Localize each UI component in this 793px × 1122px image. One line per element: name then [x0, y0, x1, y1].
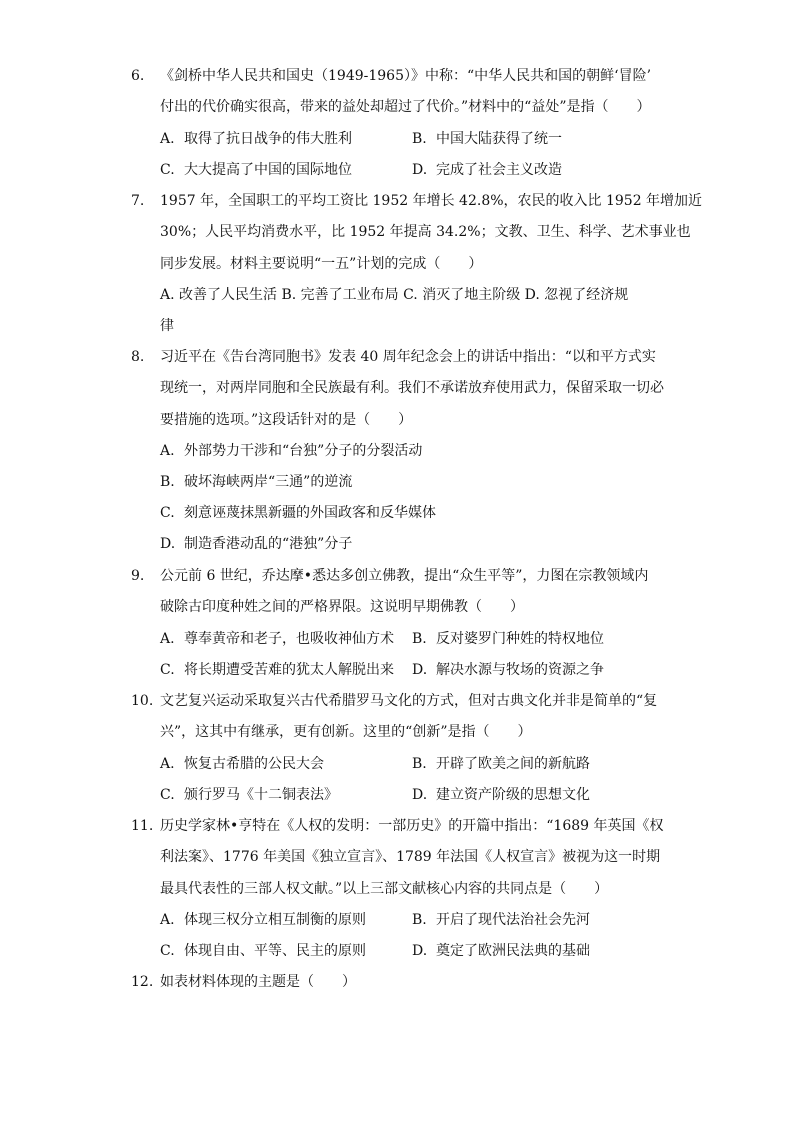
question-stem-line: 《剑桥中华人民共和国史（1949-1965）》中称：“中华人民共和国的朝鲜‘冒险’	[160, 68, 652, 84]
option-label: B.	[412, 756, 427, 772]
question-stem-line: 要措施的选项。”这段话针对的是（ ）	[160, 412, 413, 428]
option-label: C.	[160, 505, 175, 521]
question-number: 8.	[131, 349, 145, 365]
option-label: C.	[160, 162, 175, 178]
option-text: 大大提高了中国的国际地位	[184, 162, 352, 178]
question-stem-line: 1957 年，全国职工的平均工资比 1952 年增长 42.8%，农民的收入比 1952 年增加近	[160, 193, 703, 209]
option-c[interactable]	[160, 785, 338, 805]
option-text: 开启了现代法治社会先河	[436, 912, 590, 928]
option-a[interactable]	[160, 441, 422, 461]
option-text: 破坏海峡两岸“三通”的逆流	[184, 474, 353, 490]
option-label: A.	[160, 756, 175, 772]
option-d[interactable]	[412, 160, 562, 180]
option-label: C.	[160, 943, 175, 959]
question-stem-line: 历史学家林•亨特在《人权的发明：一部历史》的开篇中指出：“1689 年英国《权	[160, 818, 664, 834]
option-b[interactable]	[160, 472, 352, 492]
option-text: 奠定了欧洲民法典的基础	[436, 943, 590, 959]
option-text: 将长期遭受苦难的犹太人解脱出来	[184, 662, 394, 678]
option-text: 完成了社会主义改造	[436, 162, 562, 178]
option-d[interactable]	[160, 534, 352, 554]
option-text: 中国大陆获得了统一	[436, 131, 562, 147]
option-a[interactable]	[160, 629, 394, 649]
option-text: 解决水源与牧场的资源之争	[436, 662, 604, 678]
option-d[interactable]	[412, 785, 590, 805]
question-stem-line: 公元前 6 世纪，乔达摩•悉达多创立佛教，提出“众生平等”，力图在宗教领域内	[160, 568, 649, 584]
option-label: C.	[160, 662, 175, 678]
option-label: B.	[412, 131, 427, 147]
question-stem-line: 同步发展。材料主要说明“一五”计划的完成（ ）	[160, 256, 483, 272]
option-text: 恢复古希腊的公民大会	[184, 756, 324, 772]
option-text: 颁行罗马《十二铜表法》	[184, 787, 338, 803]
question-stem-line: 如表材料体现的主题是（ ）	[160, 974, 356, 990]
question-stem-line: 现统一，对两岸同胞和全民族最有利。我们不承诺放弃使用武力，保留采取一切必	[160, 380, 664, 396]
option-text: 开辟了欧美之间的新航路	[436, 756, 590, 772]
option-label: D.	[412, 787, 428, 803]
option-label: D.	[412, 943, 428, 959]
option-d[interactable]	[412, 660, 604, 680]
option-label: D.	[412, 662, 428, 678]
options-inline-wrap: 律	[160, 318, 174, 334]
option-b[interactable]	[412, 629, 604, 649]
option-text: 反对婆罗门种姓的特权地位	[436, 631, 604, 647]
option-a[interactable]	[160, 754, 324, 774]
question-stem-line: 最具代表性的三部人权文献。”以上三部文献核心内容的共同点是（ ）	[160, 881, 609, 897]
option-c[interactable]	[160, 660, 394, 680]
option-label: B.	[412, 631, 427, 647]
option-text: 体现自由、平等、民主的原则	[184, 943, 366, 959]
question-number: 6.	[131, 68, 145, 84]
option-b[interactable]	[412, 910, 590, 930]
option-text: 体现三权分立相互制衡的原则	[184, 912, 366, 928]
question-stem-line: 文艺复兴运动采取复兴古代希腊罗马文化的方式，但对古典文化并非是简单的“复	[160, 693, 658, 709]
question-stem-line: 破除古印度种姓之间的严格界限。这说明早期佛教（ ）	[160, 599, 524, 615]
option-b[interactable]	[412, 129, 562, 149]
option-a[interactable]	[160, 129, 352, 149]
option-label: B.	[160, 474, 175, 490]
option-label: A.	[160, 912, 175, 928]
option-text: 外部势力干涉和“台独”分子的分裂活动	[184, 443, 423, 459]
question-stem-line: 兴”，这其中有继承，更有创新。这里的“创新”是指（ ）	[160, 724, 532, 740]
question-stem-line: 付出的代价确实很高，带来的益处却超过了代价。”材料中的“益处”是指（ ）	[160, 99, 651, 115]
option-label: D.	[160, 536, 176, 552]
question-number: 10.	[131, 693, 154, 709]
option-label: A.	[160, 443, 175, 459]
option-d[interactable]	[412, 941, 590, 961]
option-c[interactable]	[160, 941, 366, 961]
question-number: 12.	[131, 974, 154, 990]
option-label: A.	[160, 631, 175, 647]
option-label: C.	[160, 787, 175, 803]
option-text: 建立资产阶级的思想文化	[436, 787, 590, 803]
option-label: A.	[160, 131, 175, 147]
question-number: 9.	[131, 568, 145, 584]
option-text: 取得了抗日战争的伟大胜利	[184, 131, 352, 147]
option-text: 刻意诬蔑抹黑新疆的外国政客和反华媒体	[184, 505, 436, 521]
option-text: 尊奉黄帝和老子，也吸收神仙方术	[184, 631, 394, 647]
question-stem-line: 利法案》、1776 年美国《独立宣言》、1789 年法国《人权宣言》被视为这一时期	[160, 849, 661, 865]
options-inline[interactable]: A. 改善了人民生活 B. 完善了工业布局 C. 消灭了地主阶级 D. 忽视了经济规	[160, 287, 629, 303]
option-label: B.	[412, 912, 427, 928]
option-c[interactable]	[160, 503, 436, 523]
option-label: D.	[412, 162, 428, 178]
question-stem-line: 习近平在《告台湾同胞书》发表 40 周年纪念会上的讲话中指出：“以和平方式实	[160, 349, 656, 365]
question-number: 7.	[131, 193, 145, 209]
question-stem-line: 30%；人民平均消费水平，比 1952 年提高 34.2%；文教、卫生、科学、艺术事业也	[160, 224, 691, 240]
option-b[interactable]	[412, 754, 590, 774]
option-text: 制造香港动乱的“港独”分子	[184, 536, 353, 552]
option-c[interactable]	[160, 160, 352, 180]
option-a[interactable]	[160, 910, 366, 930]
question-number: 11.	[131, 818, 154, 834]
